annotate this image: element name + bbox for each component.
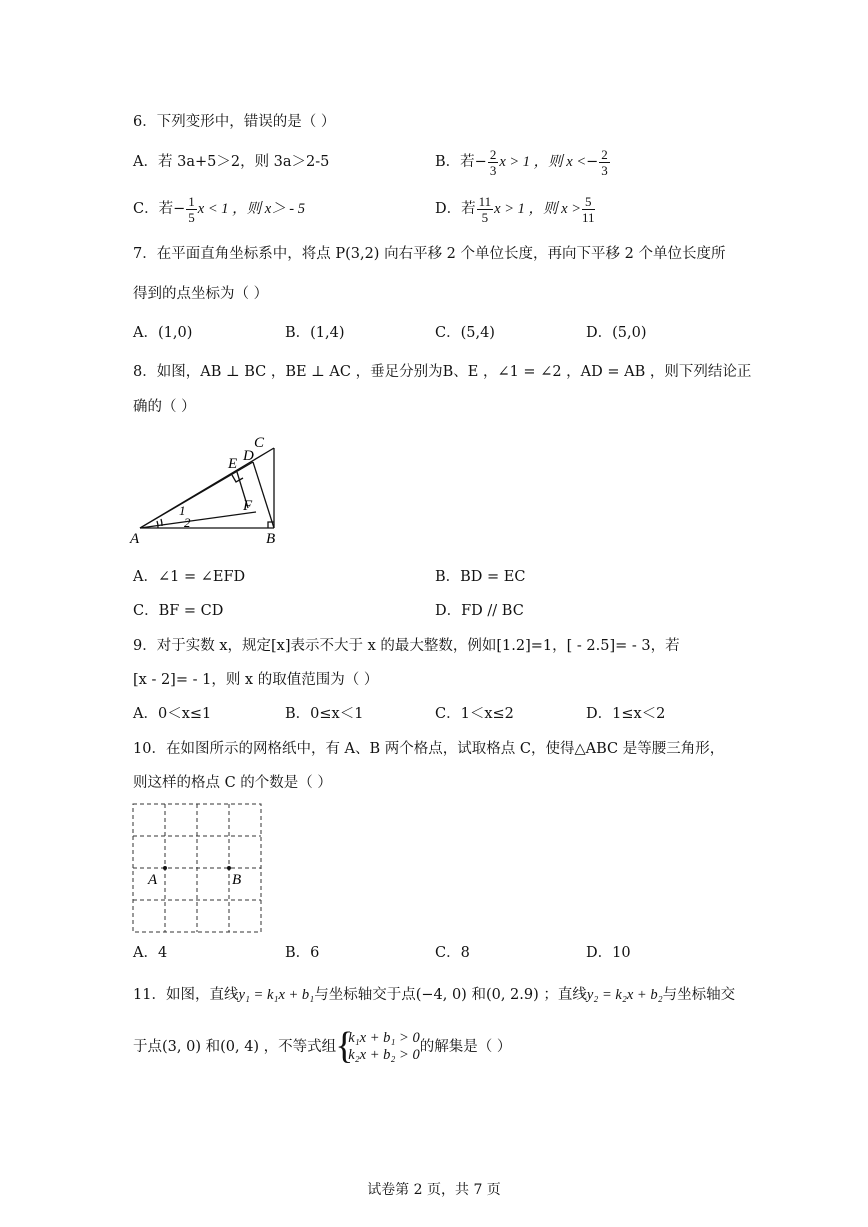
q8-option-a: A．∠1 = ∠EFD	[133, 569, 246, 585]
q6-option-d	[435, 190, 596, 228]
q8-stem-line2: 确的（ ）	[133, 399, 196, 415]
q9-stem-line1: 9．对于实数 x，规定[x]表示不大于 x 的最大整数，例如[1.2]=1，[ - 2.5]= - 3，若	[133, 638, 680, 654]
label-c: C	[254, 435, 265, 451]
q10-stem-line1: 10．在如图所示的网格纸中，有 A、B 两个格点，试取格点 C，使得△ABC 是等腰三角形，	[133, 741, 725, 757]
q8-option-b: B．BD = EC	[435, 569, 526, 585]
option-expr: x > 1 ，则 x <	[499, 154, 587, 170]
text: 11．如图，直线	[133, 987, 239, 1003]
q10-grid-figure	[131, 802, 265, 936]
text: 与坐标轴交	[662, 987, 736, 1003]
q8-triangle-figure	[128, 430, 288, 550]
q7-stem-line2: 得到的点坐标为（ ）	[133, 286, 269, 302]
q9-option-a: A．0＜x≤1	[133, 706, 212, 722]
q10-option-b: B．6	[285, 945, 320, 961]
q10-option-c: C．8	[435, 945, 470, 961]
option-pre: 若	[158, 201, 174, 217]
label-f: F	[243, 498, 253, 514]
q7-stem-line1: 7．在平面直角坐标系中，将点 P(3,2) 向右平移 2 个单位长度，再向下平移 2 个单位长度所	[133, 246, 726, 262]
q8-stem-line1: 8．如图，AB ⊥ BC ，BE ⊥ AC ，垂足分别为B、E ，∠1 = ∠2 ，AD = AB ，则下列结论正	[133, 364, 752, 380]
q9-option-d: D．1≤x＜2	[586, 706, 666, 722]
q6-option-c: C．若− $\frac{1}{5}$ x < 1 ，则 x＞ - 5	[133, 193, 306, 225]
q8-option-c: C．BF = CD	[133, 603, 224, 619]
label-angle-2: 2	[184, 515, 191, 530]
label-b: B	[266, 531, 276, 547]
system-row: k₂x + b₂ > 0	[348, 1047, 420, 1063]
text: 的解集是（ ）	[419, 1039, 512, 1055]
fraction: $\frac{1}{5}$	[188, 193, 195, 225]
fraction: $\frac{5}{11}$	[582, 193, 595, 225]
equation: y₁ = k₁x + b₁	[238, 987, 315, 1003]
q10-option-d: D．10	[586, 945, 631, 961]
q7-option-c: C．(5,4)	[435, 325, 495, 341]
fraction: $\frac{2}{3}$	[489, 146, 497, 178]
option-label: A．	[133, 154, 158, 170]
inequality-system	[336, 1030, 420, 1064]
q10-stem-line2: 则这样的格点 C 的个数是（ ）	[133, 775, 332, 791]
q7-option-a: A．(1,0)	[133, 325, 193, 341]
fraction: $\frac{11}{5}$	[478, 193, 492, 225]
q9-option-c: C．1＜x≤2	[435, 706, 514, 722]
fraction: $\frac{2}{3}$	[601, 146, 608, 178]
label-b: B	[232, 872, 242, 888]
q7-option-d: D．(5,0)	[586, 325, 647, 341]
option-label: D．	[435, 201, 462, 217]
option-expr: x < 1 ，则 x＞ - 5	[197, 201, 306, 217]
q10-option-a: A．4	[133, 945, 168, 961]
text: 于点(3, 0) 和(0, 4) ，不等式组	[133, 1039, 337, 1055]
label-angle-1: 1	[179, 503, 186, 518]
q11-stem-line1	[133, 985, 735, 1005]
option-pre: 若	[461, 201, 476, 217]
q6-option-a	[133, 152, 329, 172]
page-footer: 试卷第 2 页，共 7 页	[367, 1182, 501, 1198]
label-d: D	[243, 448, 254, 464]
option-label: C．	[133, 201, 159, 217]
option-pre: 若	[460, 154, 475, 170]
q9-stem-line2: [x - 2]= - 1，则 x 的取值范围为（ ）	[133, 672, 379, 688]
label-a: A	[130, 531, 140, 547]
equation: y₂ = k₂x + b₂	[586, 987, 663, 1003]
option-expr: x > 1 ，则 x >	[494, 201, 581, 217]
label-a: A	[148, 872, 158, 888]
q7-option-b: B．(1,4)	[285, 325, 345, 341]
q6-option-b: B．若− $\frac{2}{3}$ x > 1 ，则 x <− $\frac{2}{3}$	[435, 146, 608, 178]
option-text: 若 3a+5＞2，则 3a＞2-5	[157, 154, 330, 170]
system-row: { k₁x + b₁ > 0	[348, 1030, 420, 1046]
q9-option-b: B．0≤x＜1	[285, 706, 364, 722]
text: 与坐标轴交于点(−4, 0) 和(0, 2.9) ；直线	[314, 987, 587, 1003]
q8-option-d: D．FD // BC	[435, 603, 524, 619]
option-label: B．	[435, 154, 461, 170]
label-e: E	[228, 456, 238, 472]
q6-stem: 6．下列变形中，错误的是（ ）	[133, 114, 336, 130]
q11-stem-line2	[133, 1025, 511, 1069]
